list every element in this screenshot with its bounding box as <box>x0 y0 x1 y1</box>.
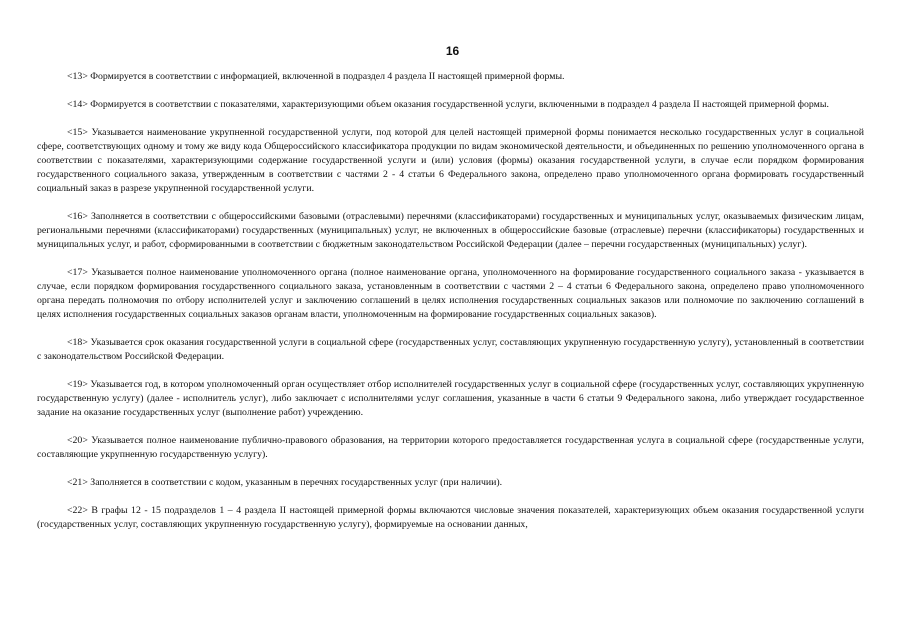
footnote-14: <14> Формируется в соответствии с показателями, характеризующими объем оказания государственной услуги, включенными в подраздел 4 раздела II настоящей примерной формы. <box>67 99 829 110</box>
footnote-16: <16> Заполняется в соответствии с общероссийскими базовыми (отраслевыми) перечнями (классификаторами) государственных и муниципальных услуг, оказываемых физическим лицам, региональными перечнями (классификаторами) государственных (муниципальных) услуг, не включенных в общероссийские базовые (отраслевые) перечни (классификаторы) государственных и муниципальных услуг, и работ, сформированными в соответствии с бюджетным законодательством Российской Федерации (далее – перечни государственных (муниципальных) услуг). <box>37 211 864 250</box>
footnotes-body <box>37 70 864 546</box>
footnote-18: <18> Указывается срок оказания государственной услуги в социальной сфере (государственных услуг, составляющих укрупненную государственную услугу), установленный в соответствии с законодательством Российской Федерации. <box>37 337 864 362</box>
footnote-13: <13> Формируется в соответствии с информацией, включенной в подраздел 4 раздела II настоящей примерной формы. <box>67 71 565 82</box>
footnote-17: <17> Указывается полное наименование уполномоченного органа (полное наименование органа, уполномоченного на формирование государственного социального заказа - указывается в случае, если порядком формирования государственного социального заказа, установленным в соответствии с частями 2 – 4 статьи 6 Федерального закона, определено право уполномоченного органа передать полномочия по отбору исполнителей услуг и заключению соглашений в целях исполнения государственных социальных заказов или полномочие по заключению соглашений в целях исполнения государственных социальных заказов органам власти, уполномоченным на формирование государственных социальных заказов). <box>37 267 864 320</box>
footnote-21: <21> Заполняется в соответствии с кодом, указанным в перечнях государственных услуг (при наличии). <box>67 477 503 488</box>
page-number: 16 <box>445 44 460 58</box>
footnote-19: <19> Указывается год, в котором уполномоченный орган осуществляет отбор исполнителей государственных услуг в социальной сфере (государственных услуг, составляющих укрупненную государственную услугу) (далее - исполнитель услуг), либо заключает с исполнителями услуг соглашения, указанные в части 6 статьи 9 Федерального закона, либо утверждает государственное задание на оказание государственных услуг (выполнение работ) учреждению. <box>37 379 864 418</box>
footnote-15: <15> Указывается наименование укрупненной государственной услуги, под которой для целей настоящей примерной формы понимается несколько государственных услуг в социальной сфере, соответствующих одному и тому же виду кода Общероссийского классификатора продукции по видам экономической деятельности, и объединенных по решению уполномоченного органа в соответствии с показателями, характеризующими содержание государственной услуги и (или) условия (формы) оказания государственной услуги, в случае если порядком формирования государственного социального заказа, утвержденным в соответствии с частями 2 - 4 статьи 6 Федерального закона, определено право уполномоченного органа формировать государственный социальный заказ в разрезе укрупненной государственной услуги. <box>37 127 864 194</box>
footnote-22: <22> В графы 12 - 15 подразделов 1 – 4 раздела II настоящей примерной формы включаются числовые значения показателей, характеризующих объем оказания государственной услуги (государственных услуг, составляющих укрупненную государственную услугу), формируемые на основании данных, <box>37 505 864 530</box>
footnote-20: <20> Указывается полное наименование публично-правового образования, на территории которого предоставляется государственная услуга в социальной сфере (государственные услуги, составляющие укрупненную государственную услугу). <box>37 435 864 460</box>
